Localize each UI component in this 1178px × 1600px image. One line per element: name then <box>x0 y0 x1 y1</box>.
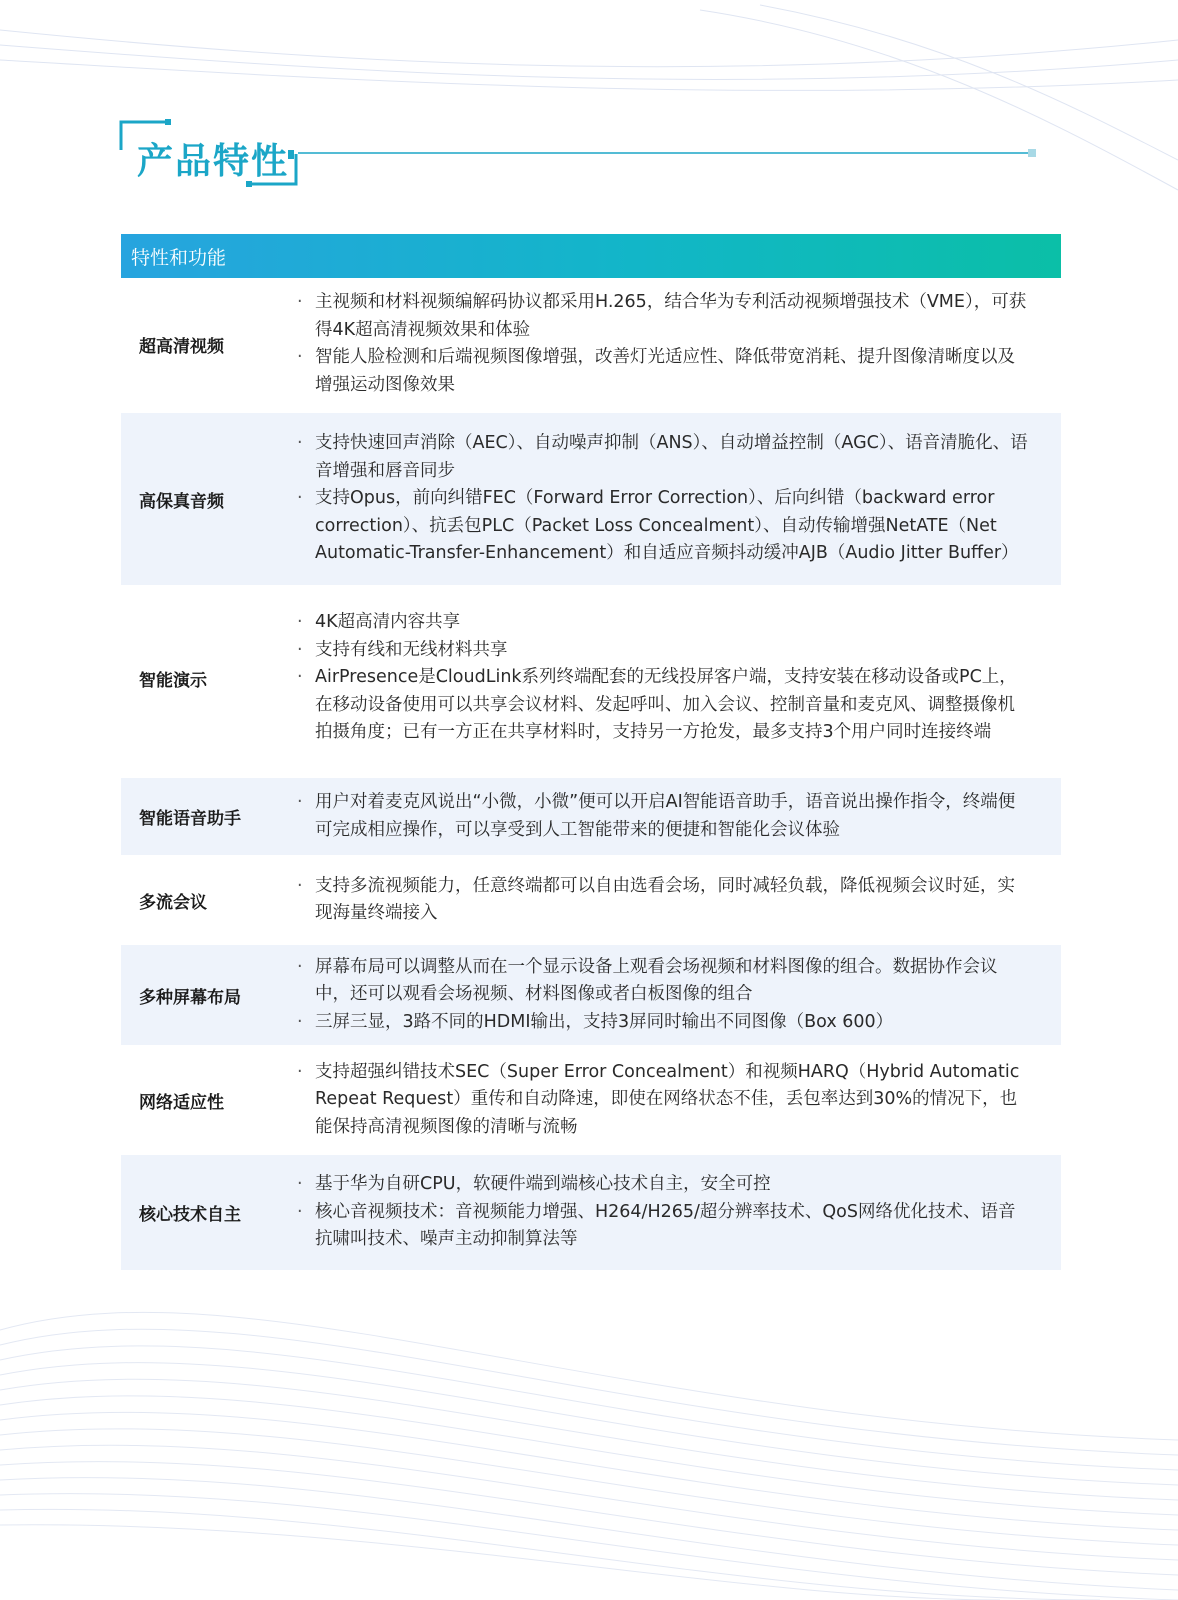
feature-label: 多种屏幕布局 <box>139 987 241 1008</box>
table-header-label: 特性和功能 <box>131 246 227 269</box>
feature-item: · 支持超强纠错技术SEC（Super Error Concealment）和视频HARQ（Hybrid Automatic Repeat Request）重传和自动降速，即使在网络状态不佳，丢包率达到30%的情况下，也能保持高清视频图像的清晰与流畅 <box>297 1059 1031 1142</box>
feature-row-hifi-audio <box>121 413 1061 585</box>
feature-row-core-tech <box>121 1155 1061 1270</box>
feature-items <box>297 789 1061 844</box>
feature-label: 智能语音助手 <box>139 809 241 829</box>
feature-label: 核心技术自主 <box>139 1205 241 1225</box>
feature-item: · 支持Opus，前向纠错FEC（Forward Error Correction）、后向纠错（backward error correction）、抗丢包PLC（Packet Loss Concealment）、自动传输增强NetATE（Net Automatic-Transfer-Enhancement）和自适应音频抖动缓冲AJB（Audio Jitter Buffer） <box>297 485 1031 568</box>
feature-item: · 三屏三显，3路不同的HDMI输出，支持3屏同时输出不同图像（Box 600） <box>297 1009 1031 1037</box>
feature-item: · 4K超高清内容共享 <box>297 609 1031 637</box>
feature-label: 多流会议 <box>139 892 207 913</box>
feature-row-network-adaptability <box>121 1050 1061 1150</box>
feature-row-smart-presentation <box>121 587 1061 769</box>
feature-items <box>297 954 1061 1037</box>
feature-row-multistream <box>121 858 1061 942</box>
feature-items <box>297 609 1061 747</box>
feature-item: · 支持有线和无线材料共享 <box>297 637 1031 665</box>
table-header <box>121 234 1061 278</box>
feature-label: 高保真音频 <box>139 491 224 512</box>
feature-row-screen-layout <box>121 945 1061 1045</box>
feature-item: · AirPresence是CloudLink系列终端配套的无线投屏客户端，支持安装在移动设备或PC上，在移动设备使用可以共享会议材料、发起呼叫、加入会议、控制音量和麦克风、调整摄像机拍摄角度；已有一方正在共享材料时，支持另一方抢发，最多支持3个用户同时连接终端 <box>297 664 1031 747</box>
feature-item: · 基于华为自研CPU，软硬件端到端核心技术自主，安全可控 <box>297 1171 1031 1199</box>
section-title: 产品特性 <box>137 141 290 182</box>
feature-row-uhd-video <box>121 283 1061 405</box>
feature-label: 超高清视频 <box>139 336 224 357</box>
feature-items <box>297 430 1061 568</box>
feature-items <box>297 1059 1061 1142</box>
feature-item: · 屏幕布局可以调整从而在一个显示设备上观看会场视频和材料图像的组合。数据协作会议中，还可以观看会场视频、材料图像或者白板图像的组合 <box>297 954 1031 1009</box>
feature-label: 智能演示 <box>139 670 207 691</box>
feature-items <box>297 873 1061 928</box>
feature-label: 网络适应性 <box>139 1092 224 1113</box>
feature-item: · 核心音视频技术：音视频能力增强、H264/H265/超分辨率技术、QoS网络优化技术、语音抗啸叫技术、噪声主动抑制算法等 <box>297 1199 1031 1254</box>
feature-items <box>297 1171 1061 1254</box>
feature-item: · 支持多流视频能力，任意终端都可以自由选看会场，同时减轻负载，降低视频会议时延，实现海量终端接入 <box>297 873 1031 928</box>
feature-item: · 主视频和材料视频编解码协议都采用H.265，结合华为专利活动视频增强技术（VME），可获得4K超高清视频效果和体验 <box>297 289 1031 344</box>
feature-item: · 用户对着麦克风说出“小微，小微”便可以开启AI智能语音助手，语音说出操作指令，终端便可完成相应操作，可以享受到人工智能带来的便捷和智能化会议体验 <box>297 789 1031 844</box>
feature-item: · 智能人脸检测和后端视频图像增强，改善灯光适应性、降低带宽消耗、提升图像清晰度以及增强运动图像效果 <box>297 344 1031 399</box>
feature-row-voice-assistant <box>121 778 1061 855</box>
feature-items <box>297 289 1061 399</box>
feature-item: · 支持快速回声消除（AEC）、自动噪声抑制（ANS）、自动增益控制（AGC）、语音清脆化、语音增强和唇音同步 <box>297 430 1031 485</box>
